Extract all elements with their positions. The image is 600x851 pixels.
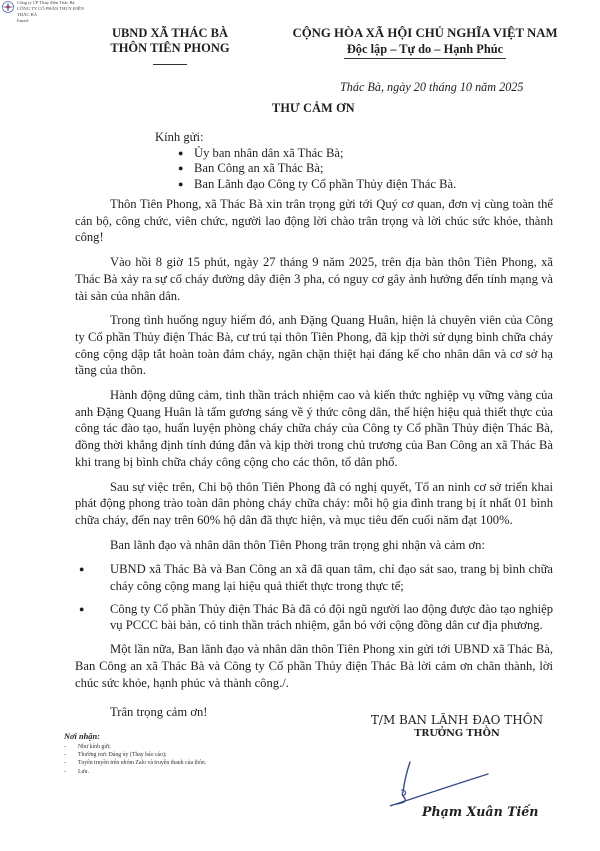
paragraph: Trong tình huống nguy hiểm đó, anh Đặng Quang Huân, hiện là chuyên viên của Công ty Cổ phần Thủy điện Thác Bà, cư trú tại thôn Tiên Phong, đã kịp thời sử dụng bình chữa cháy công cộng dập tắt hoàn toàn đám cháy, ngăn chặn thiệt hại đáng kể cho nhân dân và cơ sở hạ tầng của thôn. — [75, 313, 553, 378]
letter-body — [75, 196, 553, 699]
paragraph: Ban lãnh đạo và nhân dân thôn Tiên Phong trân trọng ghi nhận và cảm ơn: — [110, 537, 485, 552]
recipient-item: ● Ban Công an xã Thác Bà; — [178, 161, 324, 176]
bullet-icon: ● — [79, 603, 85, 614]
signatory-role: TRƯỞNG THÔN — [414, 728, 500, 739]
signatory-title: T/M BAN LÃNH ĐẠO THÔN — [370, 713, 544, 727]
acknowledgement-list — [75, 561, 553, 634]
closing-line: Trân trọng cảm ơn! — [110, 705, 208, 719]
distribution-item: - Tuyên truyền trên nhóm Zalo và truyền thanh của thôn. — [64, 760, 207, 767]
recipient-item: ● Ủy ban nhân dân xã Thác Bà; — [178, 146, 344, 160]
paragraph: Vào hồi 8 giờ 15 phút, ngày 27 tháng 9 năm 2025, trên địa bàn thôn Tiên Phong, xã Thác Bà xảy ra sự cố cháy đường dây điện 3 pha, có nguy cơ gây ảnh hưởng đến tính mạng và tài sản của nhân dân. — [75, 255, 553, 303]
watermark-line: THÁC BÀ — [17, 12, 38, 17]
paragraph: Hành động dũng cảm, tinh thần trách nhiệm cao và kiến thức nghiệp vụ vững vàng của anh Đặng Quang Huân là tấm gương sáng về ý thức công dân, thể hiện hiệu quả thiết thực của công tác đào tạo, huấn luyện phòng cháy chữa cháy của Công ty Cổ phần Thủy điện Thác Bà, đồng thời khẳng định tính đúng đắn và kịp thời trong chủ trương của Ban Công an xã Thác Bà khi trang bị bình chữa cháy công cộng cho các thôn, tổ dân phố. — [75, 388, 553, 469]
signatory-name: Phạm Xuân Tiến — [422, 804, 539, 819]
issuing-authority — [70, 26, 270, 65]
distribution-item: - Lưu. — [64, 768, 90, 775]
handwritten-signature-icon — [384, 760, 494, 810]
national-motto — [255, 26, 595, 59]
evn-star-logo-icon — [2, 1, 14, 13]
document-title: THƯ CẢM ƠN — [272, 101, 355, 115]
distribution-item: - Thường trực Đảng ủy (Thay báo cáo); — [64, 752, 167, 759]
recipient-list — [178, 146, 456, 192]
bullet-icon: ● — [178, 163, 184, 174]
distribution-list — [64, 732, 206, 776]
signature-block — [352, 713, 562, 819]
recipient-item: ● Ban Lãnh đạo Công ty Cổ phần Thủy điện Thác Bà. — [178, 176, 457, 191]
watermark-line: Công ty CP Thủy điện Thác Bà — [17, 0, 75, 5]
bullet-icon: ● — [178, 178, 184, 189]
divider — [344, 58, 506, 59]
paragraph: Một lần nữa, Ban lãnh đạo và nhân dân thôn Tiên Phong xin gửi tới UBND xã Thác Bà, Ban Công an xã Thác Bà và Công ty Cổ phần Thủy điện Thác Bà lời cảm ơn chân thành, lời chúc sức khỏe, hạnh phúc và thành công./. — [75, 642, 553, 690]
divider — [153, 64, 187, 65]
authority-line-1: UBND XÃ THÁC BÀ — [111, 26, 229, 40]
salutation-label: Kính gửi: — [155, 130, 204, 144]
document-date: Thác Bà, ngày 20 tháng 10 năm 2025 — [340, 80, 524, 94]
watermark-line: Email: — [17, 18, 30, 23]
paragraph: Thôn Tiên Phong, xã Thác Bà xin trân trọng gửi tới Quý cơ quan, đơn vị cùng toàn thể cán bộ, công chức, viên chức, người lao động lời chào trân trọng và lời chúc sức khỏe, thành công! — [75, 197, 553, 245]
bullet-icon: ● — [79, 564, 85, 575]
authority-line-2: THÔN TIÊN PHONG — [110, 41, 230, 55]
paragraph: Sau sự việc trên, Chi bộ thôn Tiên Phong đã có nghị quyết, Tổ an ninh cơ sở triển khai phát động phong trào toàn dân phòng cháy chữa cháy: mỗi hộ gia đình trang bị ít nhất 01 bình chữa cháy, đến nay trên 60% hộ dân đã thực hiện, và mục tiêu đến cuối năm đạt 100%. — [75, 479, 553, 527]
acknowledgement-item: ● Công ty Cổ phần Thủy điện Thác Bà đã có đội ngũ người lao động được đào tạo nghiệp vụ PCCC bài bản, có tinh thần trách nhiệm, gắn bó với cộng đồng dân cư địa phương. — [75, 601, 553, 634]
motto: Độc lập – Tự do – Hạnh Phúc — [346, 42, 504, 56]
watermark-line: CÔNG TY CỔ PHẦN THỦY ĐIỆN — [17, 6, 84, 11]
distribution-item: - Như kính gửi; — [64, 744, 111, 750]
country-name: CỘNG HÒA XÃ HỘI CHỦ NGHĨA VIỆT NAM — [292, 26, 558, 40]
acknowledgement-item: ● UBND xã Thác Bà và Ban Công an xã đã quan tâm, chỉ đạo sát sao, trang bị bình chữa cháy công cộng mang lại hiệu quả thiết thực trong thực tế; — [75, 561, 553, 594]
watermark-header — [2, 0, 84, 24]
bullet-icon: ● — [178, 148, 184, 158]
distribution-label: Nơi nhận: — [64, 732, 100, 741]
